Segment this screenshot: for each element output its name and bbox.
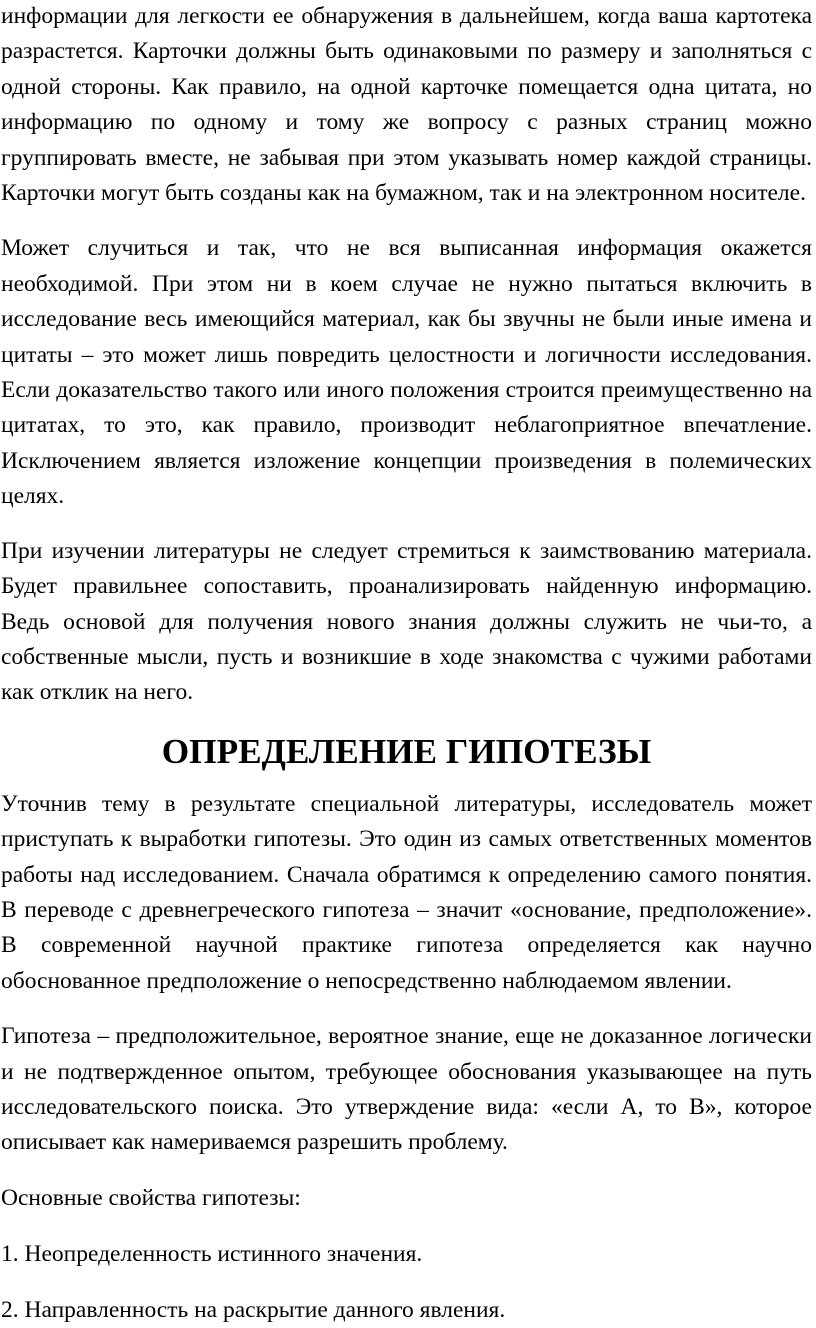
paragraph-card-index: информации для легкости ее обнаружения в дальнейшем, когда ваша картотека разрастется. Карточки должны быть одинаковыми по размеру и заполняться с одной стороны. Как правило, на одной карточке помещается одна цитата, но информацию по одному и тому же вопросу с разных страниц можно группировать вместе, не забывая при этом указывать номер каждой страницы. Карточки могут быть созданы как на бумажном, так и на электронном носителе. [1, 3, 812, 207]
paragraph-hypothesis-nature: Гипотеза – предположительное, вероятное знание, еще не доказанное логически и не подтвержденное опытом, требующее обоснования указывающее на путь исследовательского поиска. Это утверждение вида: «если А, то В», которое описывает как намериваемся разрешить проблему. [1, 1023, 812, 1156]
paragraph-hypothesis-definition: Уточнив тему в результате специальной литературы, исследователь может приступать к выработки гипотезы. Это один из самых ответственных моментов работы над исследованием. Сначала обратимся к определению самого понятия. В переводе с древнегреческого гипотеза – значит «основание, предположение». В современной научной практике гипотеза определяется как научно обоснованное предположение о непосредственно наблюдаемом явлении. [1, 790, 812, 994]
list-item: 2. Направленность на раскрытие данного явления. [1, 1296, 506, 1323]
list-item: 1. Неопределенность истинного значения. [1, 1240, 423, 1267]
paragraph-excess-information: Может случиться и так, что не вся выписанная информация окажется необходимой. При этом ни в коем случае не нужно пытаться включить в исследование весь имеющийся материал, как бы звучны не были иные имена и цитаты – это может лишь повредить целостности и логичности исследования. Если доказательство такого или иного положения строится преимущественно на цитатах, то это, как правило, производит неблагоприятное впечатление. Исключением является изложение концепции произведения в полемических целях. [1, 235, 812, 510]
section-heading: ОПРЕДЕЛЕНИЕ ГИПОТЕЗЫ [161, 731, 652, 771]
paragraph-literature-study: При изучении литературы не следует стремиться к заимствованию материала. Будет правильнее сопоставить, проанализировать найденную информацию. Ведь основой для получения нового знания должны служить не чьи-то, а собственные мысли, пусть и возникшие в ходе знакомства с чужими работами как отклик на него. [1, 537, 812, 706]
properties-intro: Основные свойства гипотезы: [1, 1184, 301, 1211]
